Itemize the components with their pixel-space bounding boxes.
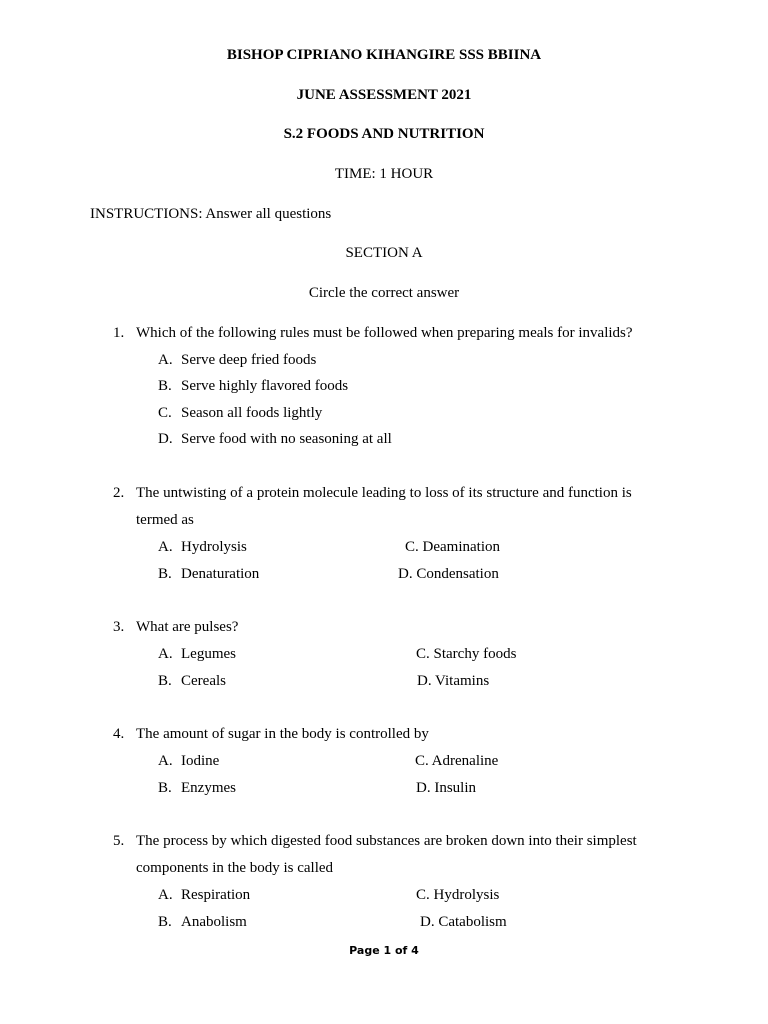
- option-letter: D.: [158, 431, 173, 447]
- question-number: 4.: [113, 726, 125, 742]
- question-text: Which of the following rules must be followed when preparing meals for invalids?: [136, 325, 633, 341]
- question-text-continued: components in the body is called: [136, 860, 334, 876]
- option-c[interactable]: C. Deamination: [405, 539, 500, 555]
- question-number: 1.: [113, 325, 125, 341]
- subject-title: S.2 FOODS AND NUTRITION: [283, 126, 485, 142]
- assessment-title: JUNE ASSESSMENT 2021: [296, 87, 472, 103]
- option-c[interactable]: C. Hydrolysis: [416, 887, 500, 903]
- option-d[interactable]: D. Vitamins: [417, 673, 490, 689]
- option-d[interactable]: D. Condensation: [398, 566, 499, 582]
- option-d[interactable]: D. Insulin: [416, 780, 476, 796]
- option-b[interactable]: Cereals: [181, 673, 226, 689]
- option-a[interactable]: Iodine: [181, 753, 220, 769]
- option-a[interactable]: Respiration: [181, 887, 251, 903]
- question-number: 3.: [113, 619, 125, 635]
- question-text: The process by which digested food substances are broken down into their simplest: [136, 833, 637, 849]
- option-a[interactable]: Legumes: [181, 646, 236, 662]
- section-subtitle: Circle the correct answer: [308, 285, 460, 301]
- instructions: INSTRUCTIONS: Answer all questions: [90, 206, 332, 222]
- exam-time: TIME: 1 HOUR: [334, 166, 434, 182]
- option-a[interactable]: Serve deep fried foods: [181, 352, 317, 368]
- option-letter: A.: [158, 539, 173, 555]
- option-b[interactable]: Serve highly flavored foods: [181, 378, 349, 394]
- option-b[interactable]: Enzymes: [181, 780, 236, 796]
- question-number: 5.: [113, 833, 125, 849]
- page-number: Page 1 of 4: [349, 944, 419, 957]
- question-text: What are pulses?: [136, 619, 239, 635]
- option-b[interactable]: Denaturation: [181, 566, 260, 582]
- option-letter: A.: [158, 646, 173, 662]
- option-letter: B.: [158, 566, 172, 582]
- option-letter: B.: [158, 378, 172, 394]
- option-letter: A.: [158, 352, 173, 368]
- question-number: 2.: [113, 485, 125, 501]
- section-title: SECTION A: [345, 245, 423, 261]
- question-text: The untwisting of a protein molecule leading to loss of its structure and function is: [136, 485, 632, 501]
- option-d[interactable]: D. Catabolism: [420, 914, 507, 930]
- option-c[interactable]: C. Adrenaline: [415, 753, 499, 769]
- option-letter: A.: [158, 887, 173, 903]
- option-letter: A.: [158, 753, 173, 769]
- option-b[interactable]: Anabolism: [181, 914, 247, 930]
- option-d[interactable]: Serve food with no seasoning at all: [181, 431, 392, 447]
- option-letter: B.: [158, 673, 172, 689]
- option-c[interactable]: Season all foods lightly: [181, 405, 323, 421]
- question-text-continued: termed as: [136, 512, 194, 528]
- option-letter: C.: [158, 405, 172, 421]
- option-a[interactable]: Hydrolysis: [181, 539, 247, 555]
- question-text: The amount of sugar in the body is controlled by: [136, 726, 429, 742]
- school-name: BISHOP CIPRIANO KIHANGIRE SSS BBIINA: [226, 47, 542, 63]
- option-letter: B.: [158, 914, 172, 930]
- option-letter: B.: [158, 780, 172, 796]
- option-c[interactable]: C. Starchy foods: [416, 646, 517, 662]
